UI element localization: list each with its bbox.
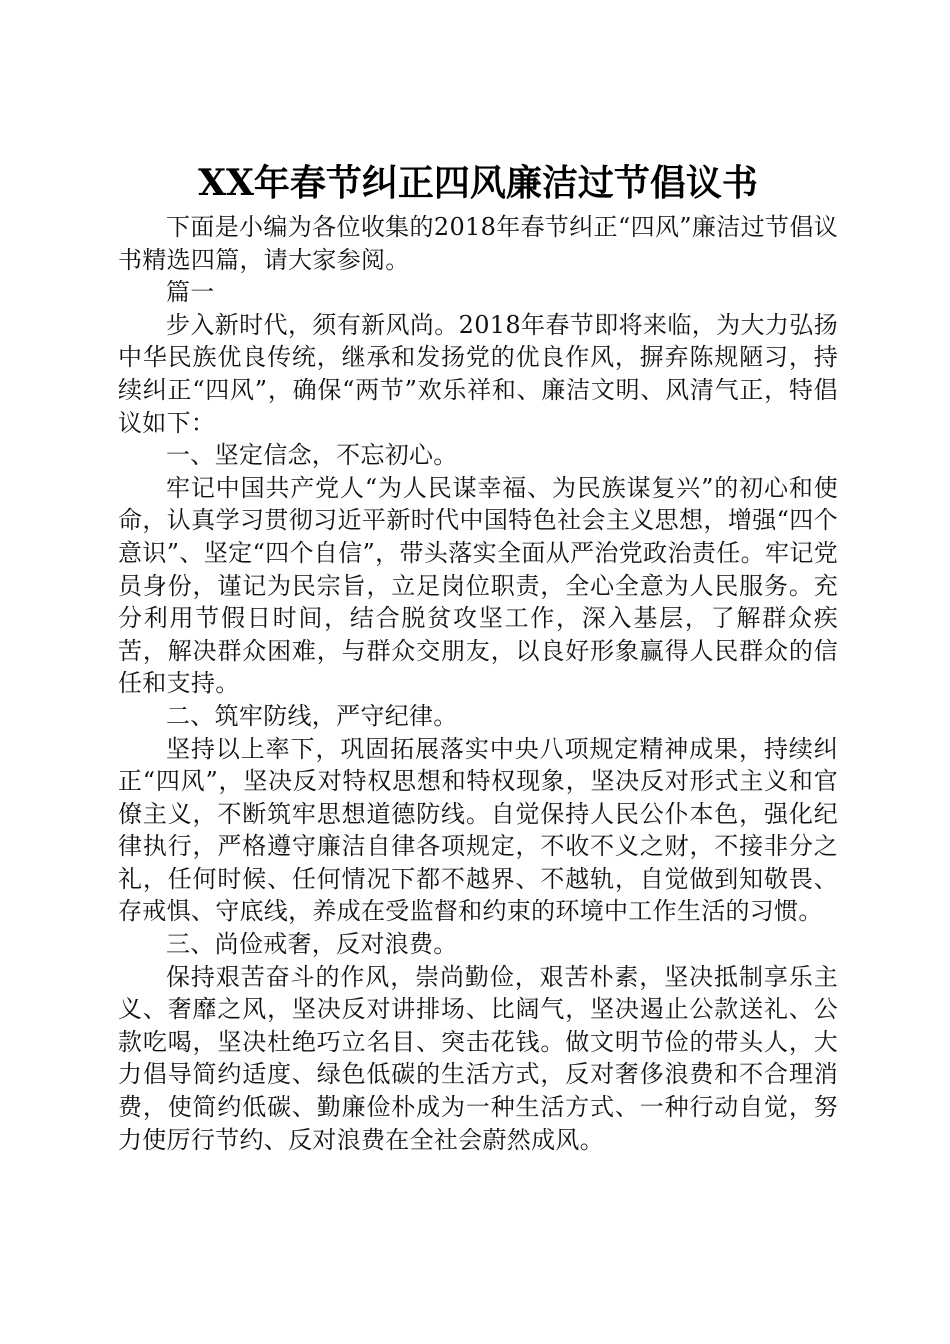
heading-two: 二、筑牢防线，严守纪律。	[166, 701, 458, 730]
heading-three: 三、尚俭戒奢，反对浪费。	[166, 930, 458, 959]
heading-one: 一、坚定信念，不忘初心。	[166, 441, 458, 470]
body-paragraph-two: 坚持以上率下，巩固拓展落实中央八项规定精神成果，持续纠正“四风”，坚决反对特权思想和特权现象，坚决反对形式主义和官僚主义，不断筑牢思想道德防线。自觉保持人民公仆本色，强化纪律执行，严格遵守廉洁自律各项规定，不收不义之财，不接非分之礼，任何时候、任何情况下都不越界、不越轨，自觉做到知敬畏、存戒惧、守底线，养成在受监督和约束的环境中工作生活的习惯。	[118, 734, 838, 926]
body-paragraph-three: 保持艰苦奋斗的作风，崇尚勤俭，艰苦朴素，坚决抵制享乐主义、奢靡之风，坚决反对讲排场、比阔气，坚决遏止公款送礼、公款吃喝，坚决杜绝巧立名目、突击花钱。做文明节俭的带头人，大力倡导简约适度、绿色低碳的生活方式，反对奢侈浪费和不合理消费，使简约低碳、勤廉俭朴成为一种生活方式、一种行动自觉，努力使厉行节约、反对浪费在全社会蔚然成风。	[118, 962, 838, 1154]
opening-paragraph: 步入新时代，须有新风尚。2018年春节即将来临，为大力弘扬中华民族优良传统，继承和发扬党的优良作风，摒弃陈规陋习，持续纠正“四风”，确保“两节”欢乐祥和、廉洁文明、风清气正，特倡议如下：	[118, 310, 838, 437]
body-paragraph-one: 牢记中国共产党人“为人民谋幸福、为民族谋复兴”的初心和使命，认真学习贯彻习近平新时代中国特色社会主义思想，增强“四个意识”、坚定“四个自信”，带头落实全面从严治党政治责任。牢记党员身份，谨记为民宗旨，立足岗位职责，全心全意为人民服务。充分利用节假日时间，结合脱贫攻坚工作，深入基层，了解群众疾苦，解决群众困难，与群众交朋友，以良好形象赢得人民群众的信任和支持。	[118, 473, 838, 698]
intro-paragraph: 下面是小编为各位收集的2018年春节纠正“四风”廉洁过节倡议书精选四篇，请大家参阅。	[118, 213, 838, 274]
section-label: 篇一	[166, 278, 215, 307]
document-page	[118, 155, 838, 1156]
document-title: XX年春节纠正四风廉洁过节倡议书	[198, 162, 758, 204]
